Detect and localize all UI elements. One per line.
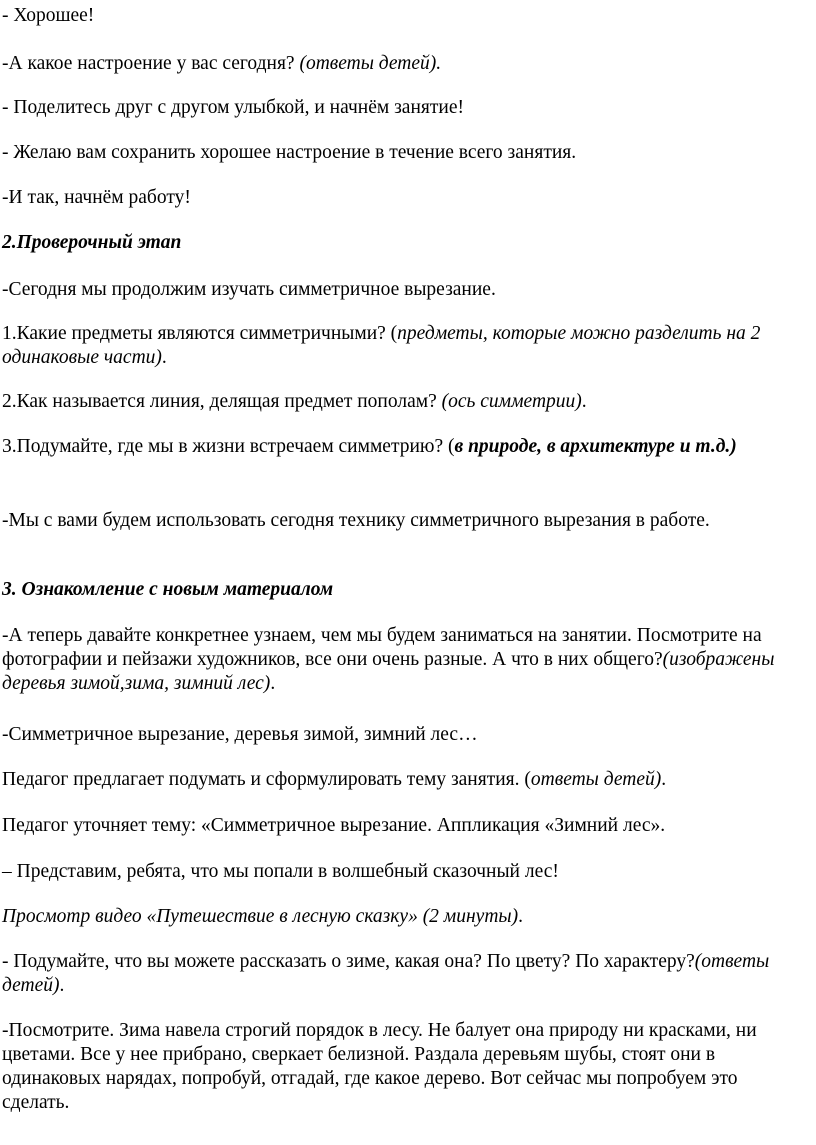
text-run: -А теперь давайте конкретнее узнаем, чем мы будем заниматься на занятии. Посмотрите на фотографии и пейзажи художников, все они очень разные. А что в них общего? — [2, 625, 762, 670]
text-run-italic: (ответы детей). — [299, 53, 442, 74]
text-run-italic: ответы детей) — [530, 769, 662, 790]
text-run: - Поделитесь друг с другом улыбкой, и начнём занятие! — [2, 97, 464, 118]
text-run: . — [161, 347, 167, 368]
text-run-bold-italic: 2.Проверочный этап — [2, 232, 182, 253]
text-run: . — [518, 906, 523, 927]
text-run-italic: (изображены деревья зимой,зима, зимний лес) — [2, 649, 775, 694]
text-run: 2.Как называется линия, делящая предмет пополам? — [2, 391, 442, 412]
text-run: -Сегодня мы продолжим изучать симметричное вырезание. — [2, 279, 496, 300]
paragraph-3 — [2, 96, 808, 120]
text-run: -Симметричное вырезание, деревья зимой, зимний лес… — [2, 724, 478, 745]
text-run: . — [270, 673, 276, 694]
text-run: -Мы с вами будем использовать сегодня технику симметричного вырезания в работе. — [2, 510, 710, 531]
paragraph-16 — [2, 814, 808, 838]
paragraph-2 — [2, 52, 808, 76]
text-run: – Представим, ребята, что мы попали в волшебный сказочный лес! — [2, 861, 559, 882]
text-run: - Желаю вам сохранить хорошее настроение в течение всего занятия. — [2, 142, 577, 163]
question-1 — [2, 322, 808, 370]
text-run-italic: (ось симметрии) — [441, 391, 582, 412]
text-run-italic: предметы, которые можно разделить на 2 одинаковые части) — [2, 323, 761, 368]
paragraph-20 — [2, 1019, 808, 1115]
paragraph-19 — [2, 950, 808, 998]
paragraph-11 — [2, 509, 808, 533]
section-heading-3 — [2, 578, 808, 602]
text-run: Педагог предлагает подумать и сформулировать тему занятия. ( — [2, 769, 531, 790]
text-run-italic: (ответы детей) — [2, 951, 770, 996]
text-run: -А какое настроение у вас сегодня? — [2, 53, 300, 74]
question-3 — [2, 435, 808, 459]
paragraph-13 — [2, 624, 808, 696]
text-run: 1.Какие предметы являются симметричными? ( — [2, 323, 398, 344]
section-heading-2 — [2, 231, 808, 255]
paragraph-4 — [2, 141, 808, 165]
text-run: - Хорошее! — [2, 5, 95, 26]
text-run: Педагог уточняет тему: «Симметричное вырезание. Аппликация «Зимний лес». — [2, 815, 666, 836]
text-run-bold-italic: в природе, в архитектуре и т.д.) — [454, 436, 737, 457]
paragraph-15 — [2, 768, 808, 792]
paragraph-1 — [2, 4, 808, 28]
text-run: - Подумайте, что вы можете рассказать о зиме, какая она? По цвету? По характеру? — [2, 951, 695, 972]
paragraph-5 — [2, 186, 808, 210]
paragraph-14 — [2, 723, 808, 747]
paragraph-17 — [2, 860, 808, 884]
text-run: -И так, начнём работу! — [2, 187, 191, 208]
text-run: 3.Подумайте, где мы в жизни встречаем симметрию? ( — [2, 436, 455, 457]
text-run: . — [661, 769, 667, 790]
paragraph-7 — [2, 278, 808, 302]
text-run: . — [581, 391, 587, 412]
text-run-bold-italic: 3. Ознакомление с новым материалом — [2, 579, 334, 600]
question-2 — [2, 390, 808, 414]
text-run: . — [59, 975, 65, 996]
text-run: -Посмотрите. Зима навела строгий порядок в лесу. Не балует она природу ни красками, ни цветами. Все у нее прибрано, сверкает белизной. Раздала деревьям шубы, стоят они в одинаковых нарядах, попробуй, отгадай, где какое дерево. Вот сейчас мы попробуем это сделать. — [2, 1020, 757, 1113]
text-run-italic: Просмотр видео «Путешествие в лесную сказку» (2 минуты) — [2, 906, 519, 927]
paragraph-18 — [2, 905, 808, 929]
